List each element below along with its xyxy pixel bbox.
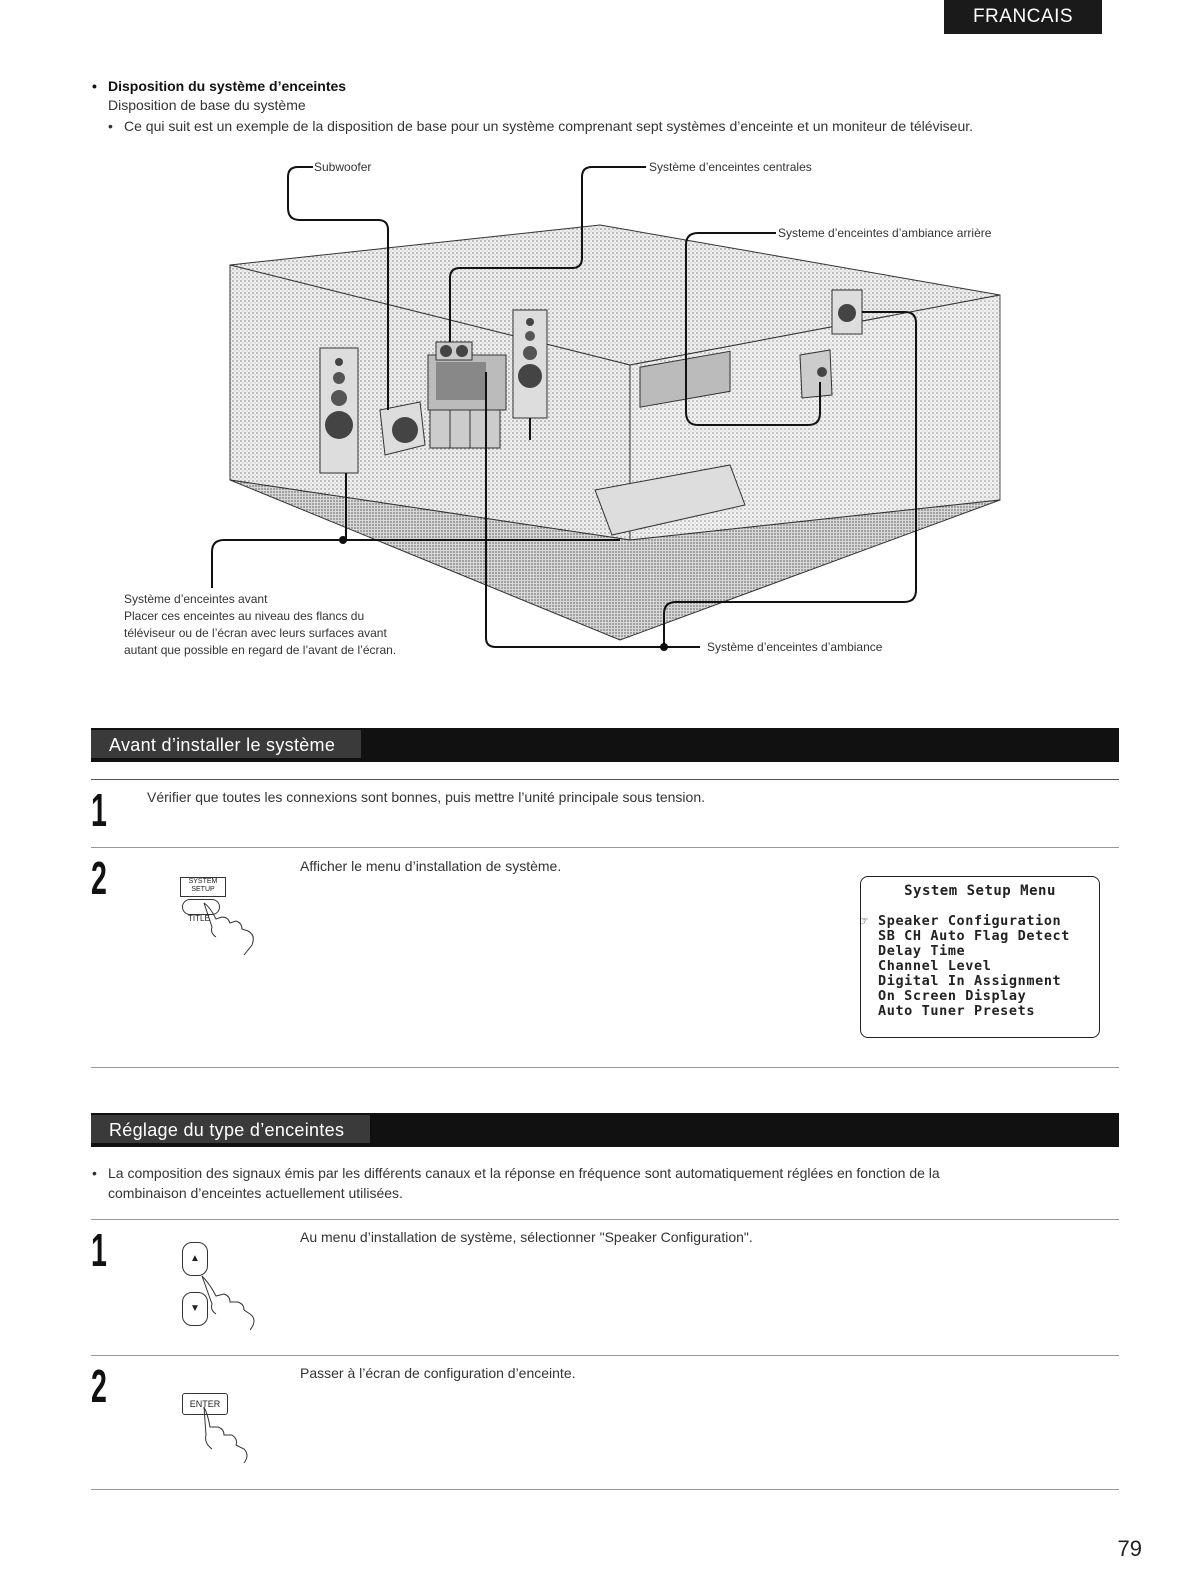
divider [91, 779, 1119, 780]
divider [91, 1067, 1119, 1068]
step-number: 2 [91, 852, 107, 904]
center-speaker [436, 342, 472, 360]
surround-back-speaker-2 [800, 350, 832, 398]
front-right-speaker [513, 310, 547, 418]
intro-bullet [108, 118, 1124, 134]
system-setup-button-illustration [178, 877, 268, 957]
tv-monitor [428, 355, 506, 448]
page-number: 79 [1117, 1536, 1142, 1561]
section-bar-before-install [91, 728, 1119, 762]
step-number: 1 [91, 784, 107, 836]
step-number: 1 [91, 1224, 107, 1276]
divider [91, 847, 1119, 848]
bullet-mark: • [108, 118, 113, 134]
pointing-hand-icon [200, 901, 264, 957]
title-key-label: TITLE [188, 914, 210, 923]
junction-dot [339, 536, 347, 544]
down-arrow-icon: ▼ [182, 1292, 208, 1326]
system-setup-key-label [180, 877, 226, 897]
label-front-desc-1: Placer ces enceintes au niveau des flancs du [124, 609, 365, 623]
pointing-hand-icon [194, 1405, 258, 1465]
label-center: Système d’enceintes centrales [649, 160, 812, 174]
cursor-hand-icon: ☞ [860, 914, 868, 929]
step-text: Afficher le menu d’installation de système. [300, 858, 562, 874]
divider [91, 1355, 1119, 1356]
intro-heading [92, 78, 347, 94]
section-title: Avant d’installer le système [91, 730, 361, 758]
up-down-buttons-illustration [178, 1238, 264, 1334]
key-label-line2: SETUP [191, 886, 215, 893]
intro-subheading: Disposition de base du système [108, 97, 306, 113]
bullet-mark: • [92, 1165, 97, 1181]
osd-menu-item: Digital In Assignment [878, 973, 1062, 989]
osd-menu-item: Channel Level [878, 958, 992, 974]
enter-button-illustration [180, 1391, 260, 1471]
osd-menu-items [878, 914, 1070, 1019]
system-setup-menu-screen [860, 876, 1100, 1038]
intro-heading-text: Disposition du système d’enceintes [108, 78, 347, 94]
label-surround-back: Systeme d’enceintes d’ambiance arrière [778, 226, 992, 240]
section2-bullet [92, 1163, 1120, 1203]
surround-back-speaker-1 [832, 290, 862, 334]
label-front [124, 591, 396, 659]
label-front-desc-2: téléviseur ou de l’écran avec leurs surfaces avant [124, 626, 387, 640]
subwoofer-unit [380, 402, 425, 455]
osd-menu-item: SB CH Auto Flag Detect [878, 928, 1071, 944]
osd-menu-item: Speaker Configuration [878, 913, 1062, 929]
step-text: Vérifier que toutes les connexions sont bonnes, puis mettre l’unité principale sous tension. [147, 789, 705, 805]
bullet-mark: • [92, 78, 97, 94]
divider [91, 1489, 1119, 1490]
intro-bullet-text: Ce qui suit est un exemple de la disposition de base pour un système comprenant sept systèmes d’enceinte et un moniteur de téléviseur. [124, 118, 974, 134]
section2-bullet-line2: combinaison d’enceintes actuellement utilisées. [108, 1185, 403, 1201]
section-bar-speaker-type [91, 1113, 1119, 1147]
front-left-speaker [320, 348, 358, 473]
language-tab: FRANCAIS [944, 0, 1102, 34]
osd-title: System Setup Menu [904, 883, 1056, 899]
junction-dot [660, 643, 668, 651]
step-text: Au menu d’installation de système, sélectionner "Speaker Configuration". [300, 1229, 753, 1245]
label-front-title: Système d’enceintes avant [124, 592, 268, 606]
label-subwoofer: Subwoofer [314, 160, 372, 174]
osd-menu-item: Auto Tuner Presets [878, 1003, 1036, 1019]
pointing-hand-icon [198, 1274, 262, 1334]
up-arrow-icon: ▲ [182, 1242, 208, 1276]
section-title: Réglage du type d’enceintes [91, 1115, 370, 1143]
osd-menu-item: Delay Time [878, 943, 966, 959]
osd-menu-item: On Screen Display [878, 988, 1027, 1004]
divider [91, 1219, 1119, 1220]
label-surround: Système d’enceintes d’ambiance [707, 640, 883, 654]
key-label-line1: SYSTEM [188, 878, 218, 885]
step-text: Passer à l’écran de configuration d’enceinte. [300, 1365, 576, 1381]
label-front-desc-3: autant que possible en regard de l’avant de l’écran. [124, 643, 397, 657]
section2-bullet-line1: La composition des signaux émis par les différents canaux et la réponse en fréquence sont automatiquement réglées en fonction de la [108, 1165, 940, 1181]
step-number: 2 [91, 1360, 107, 1412]
enter-key-icon: ENTER [182, 1393, 228, 1415]
